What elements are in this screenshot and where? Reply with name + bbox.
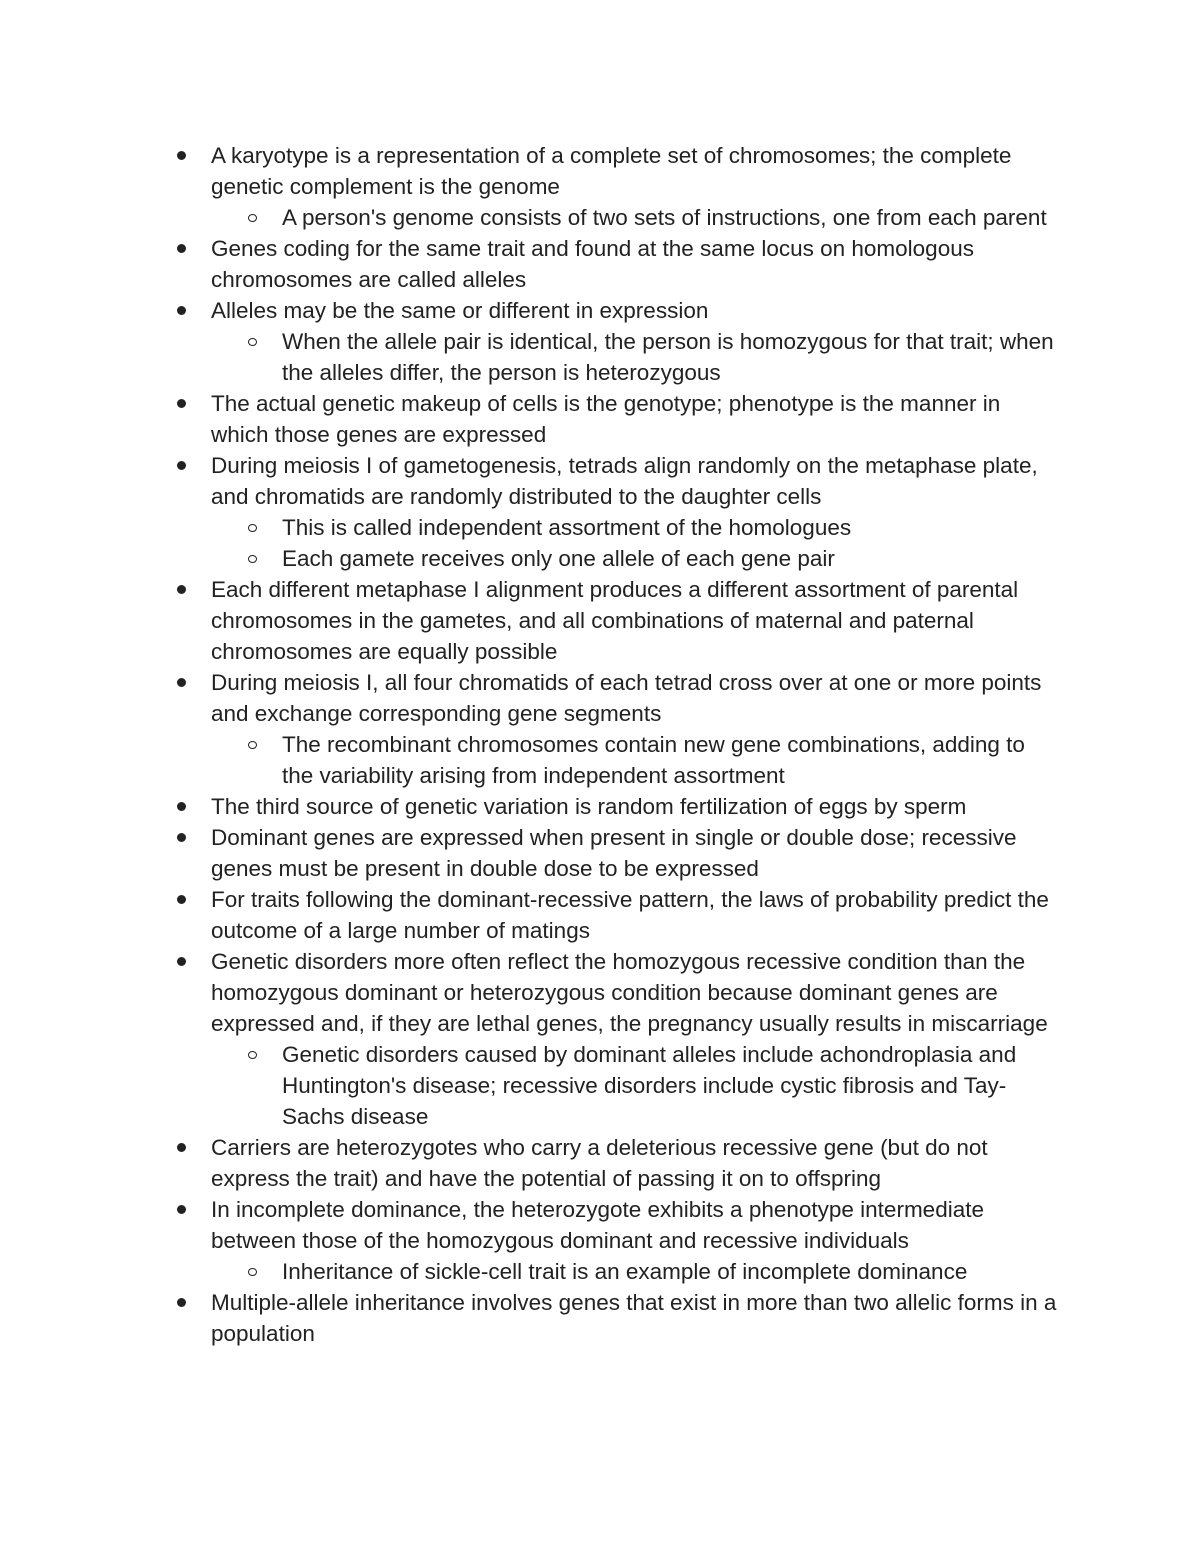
filled-bullet-icon — [177, 574, 186, 605]
sub-list-item — [282, 1039, 1061, 1132]
list-item — [211, 140, 1061, 202]
hollow-bullet-icon — [248, 326, 257, 357]
list-item-text: Multiple-allele inheritance involves genes that exist in more than two allelic forms in a population — [211, 1290, 1057, 1346]
sub-list-item — [282, 729, 1061, 791]
list-item-text: When the allele pair is identical, the person is homozygous for that trait; when the alleles differ, the person is heterozygous — [282, 329, 1054, 385]
list-item-text: In incomplete dominance, the heterozygote exhibits a phenotype intermediate between those of the homozygous dominant and recessive individuals — [211, 1197, 984, 1253]
filled-bullet-icon — [177, 140, 186, 171]
filled-bullet-icon — [177, 1194, 186, 1225]
filled-bullet-icon — [177, 791, 186, 822]
list-item-text: A person's genome consists of two sets of instructions, one from each parent — [282, 205, 1047, 230]
list-item — [211, 1287, 1061, 1349]
hollow-bullet-icon — [248, 202, 257, 233]
list-item-text: The recombinant chromosomes contain new gene combinations, adding to the variability arising from independent assortment — [282, 732, 1025, 788]
list-item — [211, 791, 1061, 822]
sub-list-item — [282, 1256, 1061, 1287]
sub-list-item — [282, 326, 1061, 388]
filled-bullet-icon — [177, 667, 186, 698]
list-item-text: Inheritance of sickle-cell trait is an example of incomplete dominance — [282, 1259, 968, 1284]
list-item-text: During meiosis I, all four chromatids of each tetrad cross over at one or more points and exchange corresponding gene segments — [211, 670, 1042, 726]
filled-bullet-icon — [177, 822, 186, 853]
list-item-text: Each different metaphase I alignment produces a different assortment of parental chromosomes in the gametes, and all combinations of maternal and paternal chromosomes are equally possible — [211, 577, 1019, 664]
list-item — [211, 946, 1061, 1039]
list-item-text: Carriers are heterozygotes who carry a deleterious recessive gene (but do not express the trait) and have the potential of passing it on to offspring — [211, 1135, 988, 1191]
list-item-text: During meiosis I of gametogenesis, tetrads align randomly on the metaphase plate, and chromatids are randomly distributed to the daughter cells — [211, 453, 1038, 509]
sub-list-item — [282, 543, 1061, 574]
filled-bullet-icon — [177, 1132, 186, 1163]
list-item-text: Genetic disorders more often reflect the homozygous recessive condition than the homozygous dominant or heterozygous condition because dominant genes are expressed and, if they are lethal genes, the pregnancy usually results in miscarriage — [211, 949, 1048, 1036]
list-item-text: Genetic disorders caused by dominant alleles include achondroplasia and Huntington's disease; recessive disorders include cystic fibrosis and Tay-Sachs disease — [282, 1042, 1017, 1129]
hollow-bullet-icon — [248, 729, 257, 760]
list-item-text: A karyotype is a representation of a complete set of chromosomes; the complete genetic complement is the genome — [211, 143, 1012, 199]
list-item — [211, 1132, 1061, 1194]
filled-bullet-icon — [177, 295, 186, 326]
list-item — [211, 822, 1061, 884]
list-item — [211, 1194, 1061, 1256]
list-item-text: Alleles may be the same or different in expression — [211, 298, 709, 323]
filled-bullet-icon — [177, 884, 186, 915]
filled-bullet-icon — [177, 388, 186, 419]
hollow-bullet-icon — [248, 1256, 257, 1287]
notes-list — [0, 140, 1200, 1349]
filled-bullet-icon — [177, 233, 186, 264]
hollow-bullet-icon — [248, 512, 257, 543]
filled-bullet-icon — [177, 450, 186, 481]
list-item-text: The third source of genetic variation is random fertilization of eggs by sperm — [211, 794, 967, 819]
list-item — [211, 233, 1061, 295]
list-item — [211, 388, 1061, 450]
list-item — [211, 295, 1061, 326]
hollow-bullet-icon — [248, 543, 257, 574]
list-item — [211, 884, 1061, 946]
list-item — [211, 450, 1061, 512]
list-item-text: Genes coding for the same trait and found at the same locus on homologous chromosomes are called alleles — [211, 236, 974, 292]
filled-bullet-icon — [177, 946, 186, 977]
sub-list-item — [282, 512, 1061, 543]
list-item-text: For traits following the dominant-recessive pattern, the laws of probability predict the outcome of a large number of matings — [211, 887, 1049, 943]
list-item — [211, 667, 1061, 729]
sub-list-item — [282, 202, 1061, 233]
hollow-bullet-icon — [248, 1039, 257, 1070]
filled-bullet-icon — [177, 1287, 186, 1318]
list-item — [211, 574, 1061, 667]
list-item-text: Dominant genes are expressed when present in single or double dose; recessive genes must be present in double dose to be expressed — [211, 825, 1017, 881]
list-item-text: Each gamete receives only one allele of each gene pair — [282, 546, 835, 571]
list-item-text: This is called independent assortment of the homologues — [282, 515, 852, 540]
list-item-text: The actual genetic makeup of cells is the genotype; phenotype is the manner in which those genes are expressed — [211, 391, 1001, 447]
